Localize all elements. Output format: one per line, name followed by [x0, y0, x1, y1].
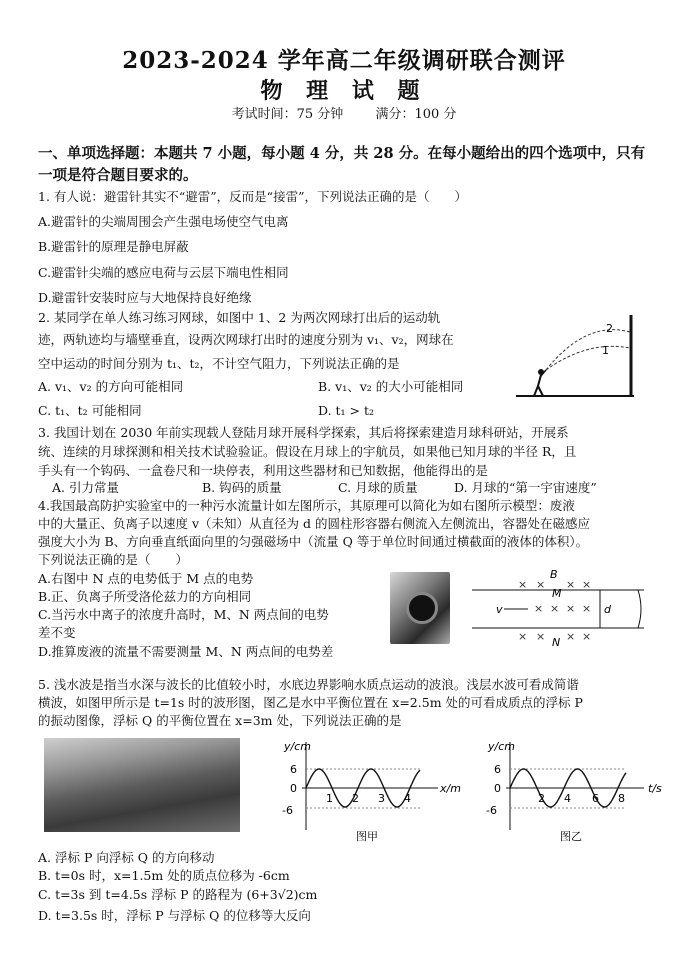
- graph-a-caption: 图甲: [356, 830, 378, 843]
- q5-line1: 5. 浅水波是指当水深与波长的比值较小时，水底边界影响水质点运动的波浪。浅层水波可看成简谐: [38, 677, 579, 692]
- q1-option-b: B.避雷针的原理是静电屏蔽: [38, 239, 189, 254]
- graph-b-y-label: y/cm: [488, 740, 515, 753]
- graph-a-x-tick: 2: [352, 792, 359, 805]
- q5-option-b: B. t=0s 时，x=1.5m 处的质点位移为 -6cm: [38, 868, 290, 883]
- svg-text:×: ×: [566, 630, 576, 643]
- graph-a-tick-6: 6: [290, 763, 297, 776]
- svg-text:×: ×: [536, 630, 546, 643]
- q5-option-d: D. t=3.5s 时，浮标 P 与浮标 Q 的位移等大反向: [38, 908, 311, 923]
- q1-stem: 1. 有人说：避雷针其实不“避雷”，反而是“接雷”，下列说法正确的是（ ）: [38, 189, 467, 204]
- svg-text:×: ×: [518, 578, 528, 591]
- trajectory-2-label: 2: [606, 322, 613, 335]
- wave-graph-a: [272, 736, 472, 846]
- graph-b-caption: 图乙: [560, 830, 582, 843]
- exam-time: 考试时间：75 分钟: [231, 107, 344, 122]
- trajectory-1: [546, 346, 630, 370]
- magnetic-field-diagram: [468, 568, 648, 650]
- svg-text:×: ×: [550, 602, 560, 615]
- graph-b-tick-6: 6: [494, 763, 501, 776]
- q4-option-c2: 差不变: [38, 625, 76, 640]
- flowmeter-pipe: [406, 592, 438, 624]
- q3-line2: 统、连续的月球探测和相关技术试验验证。假设在月球上的宇航员，如果他已知月球的半径 R，且: [38, 444, 577, 459]
- graph-a-tick-m6: -6: [282, 804, 293, 817]
- svg-text:×: ×: [582, 630, 592, 643]
- q4-option-c1: C.当污水中离子的浓度升高时，M、N 两点间的电势: [38, 607, 329, 622]
- q2-line1: 2. 某同学在单人练习练习网球，如图中 1、2 为两次网球打出后的运动轨: [38, 310, 441, 325]
- q3-option-d: D. 月球的“第一宇宙速度”: [454, 480, 597, 495]
- q3-option-b: B. 钩码的质量: [202, 480, 282, 495]
- graph-b-x-tick: 6: [592, 792, 599, 805]
- shallow-wave-photo: [44, 738, 240, 832]
- q4-line3: 强度大小为 B、方向垂直纸面向里的匀强磁场中（流量 Q 等于单位时间通过横截面的液体的体积）。: [38, 534, 589, 549]
- field-b-label: B: [550, 568, 558, 581]
- q2-option-b: B. v₁、v₂ 的大小可能相同: [318, 379, 464, 394]
- graph-b-tick-0: 0: [494, 782, 501, 795]
- point-m-label: M: [552, 587, 562, 600]
- exam-title: 2023-2024 学年高二年级调研联合测评: [122, 47, 566, 74]
- trajectory-1-label: 1: [602, 344, 609, 357]
- diameter-label: d: [604, 603, 611, 616]
- q3-option-a: A. 引力常量: [52, 480, 119, 495]
- q4-line1: 4.我国最高防护实验室中的一种污水流量计如左图所示，其原理可以简化为如右图所示模型：废液: [38, 498, 575, 513]
- graph-a-x-label: x/m: [440, 782, 461, 795]
- player-icon: [534, 369, 546, 396]
- q4-line2: 中的大量正、负离子以速度 v（未知）从直径为 d 的圆柱形容器右侧流入左侧流出，容器处在磁感应: [38, 516, 590, 531]
- graph-a-y-label: y/cm: [284, 740, 311, 753]
- q4-option-b: B.正、负离子所受洛伦兹力的方向相同: [38, 589, 252, 604]
- graph-b-x-label: t/s: [648, 782, 662, 795]
- svg-text:×: ×: [566, 602, 576, 615]
- exam-meta: [0, 103, 688, 122]
- svg-text:×: ×: [582, 602, 592, 615]
- svg-text:×: ×: [566, 578, 576, 591]
- q4-option-d: D.推算废液的流量不需要测量 M、N 两点间的电势差: [38, 644, 334, 659]
- tennis-wall-figure: [506, 310, 646, 402]
- q2-option-d: D. t₁ > t₂: [318, 403, 375, 418]
- subject-title: 物 理 试 题: [260, 78, 428, 104]
- q2-option-a: A. v₁、v₂ 的方向可能相同: [38, 379, 184, 394]
- q1-option-a: A.避雷针的尖端周围会产生强电场使空气电离: [38, 214, 289, 229]
- q4-option-a: A.右图中 N 点的电势低于 M 点的电势: [38, 571, 254, 586]
- flowmeter-photo: [390, 572, 450, 644]
- graph-b-x-tick: 4: [564, 792, 571, 805]
- graph-b-x-tick: 8: [618, 792, 625, 805]
- q3-line3: 手头有一个钩码、一盒卷尺和一块停表，利用这些器材和已知数据，他能得出的是: [38, 463, 489, 478]
- velocity-label: v: [496, 603, 503, 616]
- q4-line4: 下列说法正确的是（ ）: [38, 552, 189, 567]
- q5-option-c: C. t=3s 到 t=4.5s 浮标 P 的路程为 (6+3√2)cm: [38, 887, 318, 902]
- q1-option-d: D.避雷针安装时应与大地保持良好绝缘: [38, 290, 252, 305]
- wave-graph-b: [476, 736, 676, 846]
- graph-a-x-tick: 3: [378, 792, 385, 805]
- svg-text:×: ×: [534, 602, 544, 615]
- q5-line3: 的振动图像，浮标 Q 的平衡位置在 x=3m 处，下列说法正确的是: [38, 713, 402, 728]
- svg-text:×: ×: [582, 578, 592, 591]
- q1-option-c: C.避雷针尖端的感应电荷与云层下端电性相同: [38, 265, 289, 280]
- svg-text:×: ×: [536, 578, 546, 591]
- graph-a-x-tick: 4: [404, 792, 411, 805]
- graph-b-x-ticks: [538, 792, 625, 805]
- section-heading: 一、单项选择题：本题共 7 小题，每小题 4 分，共 28 分。在每小题给出的四个选项中，只有一项是符合题目要求的。: [38, 145, 646, 184]
- graph-a-x-tick: 1: [326, 792, 333, 805]
- graph-b-tick-m6: -6: [486, 804, 497, 817]
- point-n-label: N: [552, 636, 561, 649]
- graph-b-x-tick: 2: [538, 792, 545, 805]
- graph-a-tick-0: 0: [290, 782, 297, 795]
- q5-option-a: A. 浮标 P 向浮标 Q 的方向移动: [38, 850, 215, 865]
- q2-line3: 空中运动的时间分别为 t₁、t₂，不计空气阻力，下列说法正确的是: [38, 356, 400, 371]
- svg-text:×: ×: [518, 630, 528, 643]
- pipe-end: [638, 590, 641, 628]
- q3-option-c: C. 月球的质量: [338, 480, 418, 495]
- q5-line2: 横波，如图甲所示是 t=1s 时的波形图，图乙是水中平衡位置在 x=2.5m 处的可看成质点的浮标 P: [38, 695, 583, 710]
- q3-line1: 3. 我国计划在 2030 年前实现载人登陆月球开展科学探索，其后将探索建造月球科研站，开展系: [38, 425, 569, 440]
- q2-option-c: C. t₁、t₂ 可能相同: [38, 403, 142, 418]
- exam-score: 满分：100 分: [375, 107, 457, 122]
- q2-line2: 迹，两轨迹均与墙壁垂直，设两次网球打出时的速度分别为 v₁、v₂，网球在: [38, 332, 454, 347]
